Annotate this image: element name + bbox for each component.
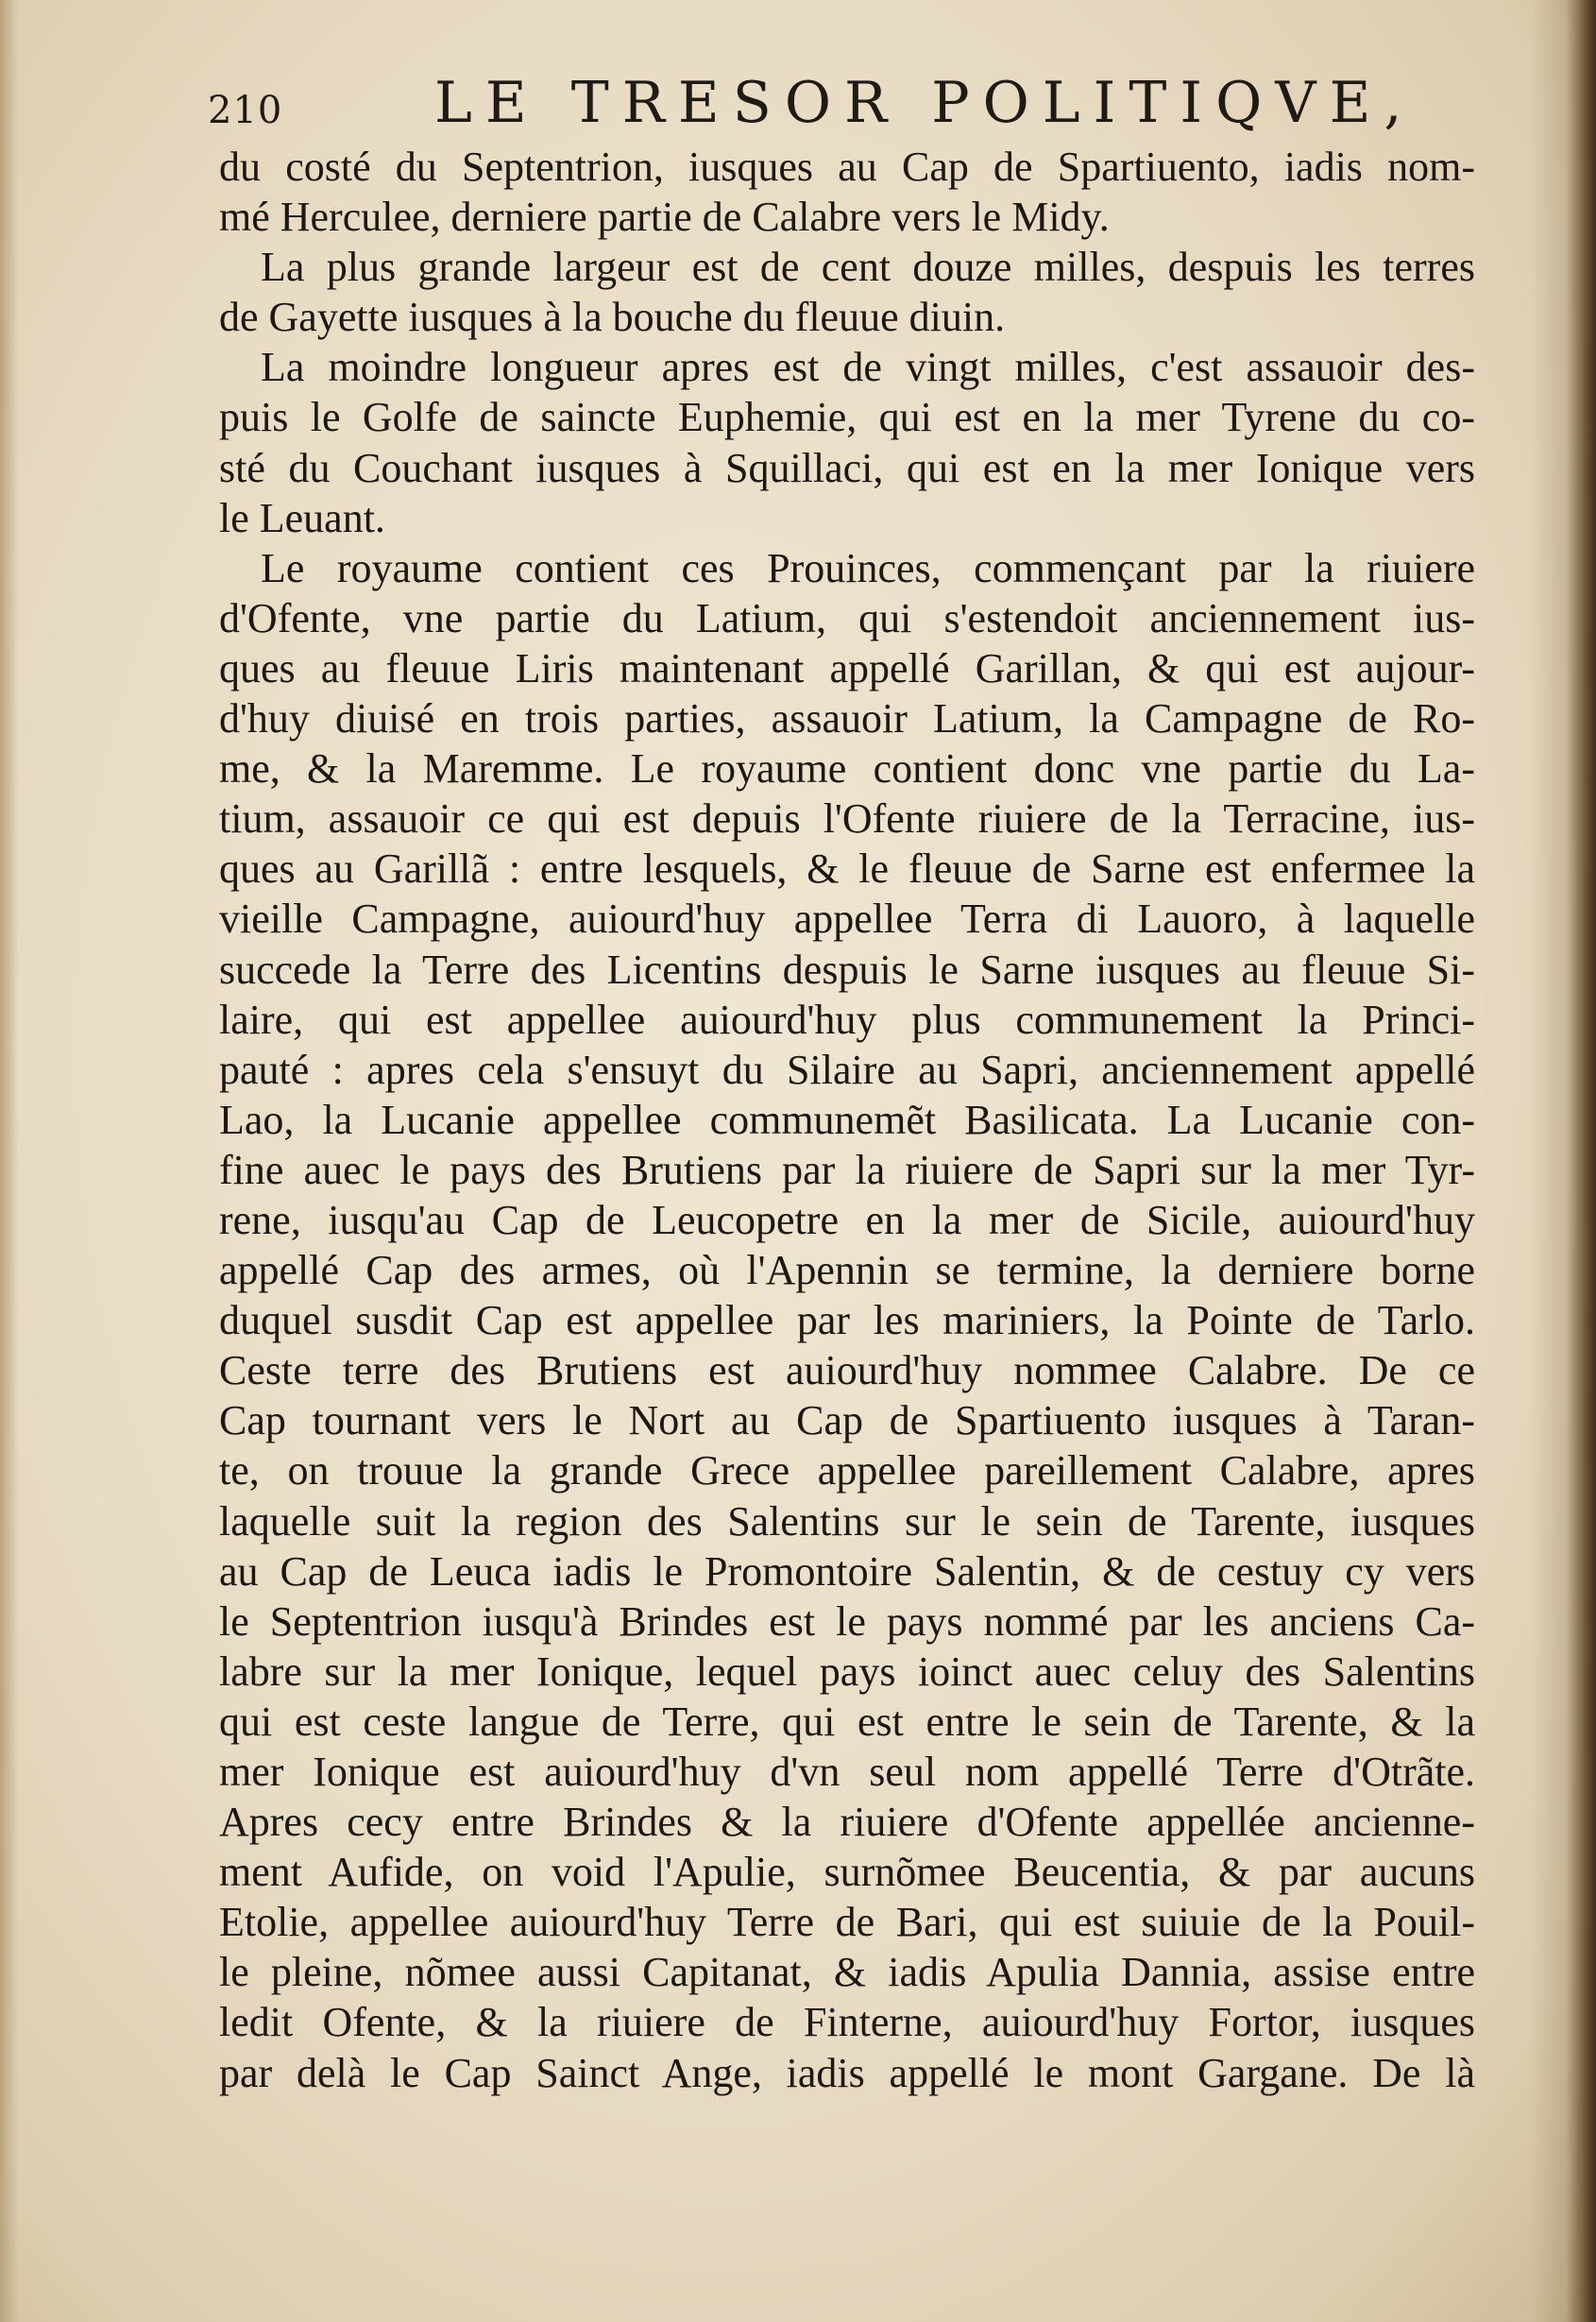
text-line: le pleine, nõmee aussi Capitanat, & iadis Apulia Dannia, assise entre bbox=[219, 1949, 1475, 1996]
page-number: 210 bbox=[208, 89, 283, 132]
text-line: laire, qui est appellee auiourd'huy plus communement la Princi- bbox=[219, 996, 1475, 1043]
text-line: Cap tournant vers le Nort au Cap de Spartiuento iusques à Taran- bbox=[219, 1397, 1475, 1444]
text-line: de Gayette iusques à la bouche du fleuue diuin. bbox=[219, 294, 1006, 341]
text-line: tium, assauoir ce qui est depuis l'Ofente riuiere de la Terracine, ius- bbox=[219, 795, 1475, 843]
text-line: mé Herculee, derniere partie de Calabre vers le Midy. bbox=[219, 194, 1110, 241]
text-line: ques au Garillã : entre lesquels, & le fleuue de Sarne est enfermee la bbox=[219, 845, 1475, 893]
text-line: le Septentrion iusqu'à Brindes est le pays nommé par les anciens Ca- bbox=[219, 1597, 1475, 1645]
text-line: pauté : apres cela s'ensuyt du Silaire au Sapri, anciennement appellé bbox=[219, 1046, 1475, 1093]
text-line: le Leuant. bbox=[219, 494, 385, 541]
text-line: qui est ceste langue de Terre, qui est entre le sein de Tarente, & la bbox=[219, 1698, 1475, 1745]
text-line: d'huy diuisé en trois parties, assauoir Latium, la Campagne de Ro- bbox=[219, 695, 1475, 743]
text-line: Lao, la Lucanie appellee communemẽt Basilicata. La Lucanie con- bbox=[219, 1096, 1475, 1143]
text-line: Apres cecy entre Brindes & la riuiere d'Ofente appellée ancienne- bbox=[219, 1799, 1475, 1846]
text-line: vieille Campagne, auiourd'huy appellee Terra di Lauoro, à laquelle bbox=[219, 896, 1475, 943]
text-line: par delà le Cap Sainct Ange, iadis appellé le mont Gargane. De là bbox=[219, 2049, 1475, 2096]
text-line: Ceste terre des Brutiens est auiourd'huy nommee Calabre. De ce bbox=[219, 1347, 1475, 1394]
text-line: Etolie, appellee auiourd'huy Terre de Bari, qui est suiuie de la Pouil- bbox=[219, 1899, 1475, 1946]
page-left-edge bbox=[0, 0, 19, 2322]
running-title: LE TRESOR POLITIQVE, bbox=[434, 70, 1416, 136]
text-line: ques au fleuue Liris maintenant appellé Garillan, & qui est aujour- bbox=[219, 644, 1475, 691]
text-line: sté du Couchant iusques à Squillaci, qui est en la mer Ionique vers bbox=[219, 444, 1475, 491]
text-line: labre sur la mer Ionique, lequel pays ioinct auec celuy des Salentins bbox=[219, 1648, 1475, 1695]
text-line: succede la Terre des Licentins despuis le Sarne iusques au fleuue Si- bbox=[219, 946, 1475, 993]
text-line: au Cap de Leuca iadis le Promontoire Salentin, & de cestuy cy vers bbox=[219, 1547, 1475, 1595]
text-line: La plus grande largeur est de cent douze milles, despuis les terres bbox=[261, 244, 1475, 291]
text-line: rene, iusqu'au Cap de Leucopetre en la mer de Sicile, auiourd'huy bbox=[219, 1196, 1475, 1243]
body-text bbox=[219, 142, 1475, 2098]
text-line: me, & la Maremme. Le royaume contient donc vne partie du La- bbox=[219, 745, 1475, 793]
text-line: duquel susdit Cap est appellee par les mariniers, la Pointe de Tarlo. bbox=[219, 1297, 1475, 1344]
page-binding-shadow bbox=[1530, 0, 1596, 2322]
text-line: te, on trouue la grande Grece appellee pareillement Calabre, apres bbox=[219, 1447, 1475, 1494]
text-line: puis le Golfe de saincte Euphemie, qui est en la mer Tyrene du co- bbox=[219, 394, 1475, 441]
text-line: d'Ofente, vne partie du Latium, qui s'estendoit anciennement ius- bbox=[219, 594, 1475, 641]
text-line: laquelle suit la region des Salentins sur le sein de Tarente, iusques bbox=[219, 1497, 1475, 1545]
page-header bbox=[208, 66, 1464, 142]
text-line: ledit Ofente, & la riuiere de Finterne, auiourd'huy Fortor, iusques bbox=[219, 1999, 1475, 2046]
text-line: fine auec le pays des Brutiens par la riuiere de Sapri sur la mer Tyr- bbox=[219, 1146, 1475, 1193]
text-line: ment Aufide, on void l'Apulie, surnõmee Beucentia, & par aucuns bbox=[219, 1849, 1475, 1896]
text-line: mer Ionique est auiourd'huy d'vn seul nom appellé Terre d'Otrãte. bbox=[219, 1749, 1475, 1795]
text-line: du costé du Septentrion, iusques au Cap de Spartiuento, iadis nom- bbox=[219, 144, 1475, 190]
text-line: appellé Cap des armes, où l'Apennin se termine, la derniere borne bbox=[219, 1247, 1475, 1294]
text-line: Le royaume contient ces Prouinces, commençant par la riuiere bbox=[261, 544, 1475, 591]
text-line: La moindre longueur apres est de vingt milles, c'est assauoir des- bbox=[261, 344, 1475, 391]
